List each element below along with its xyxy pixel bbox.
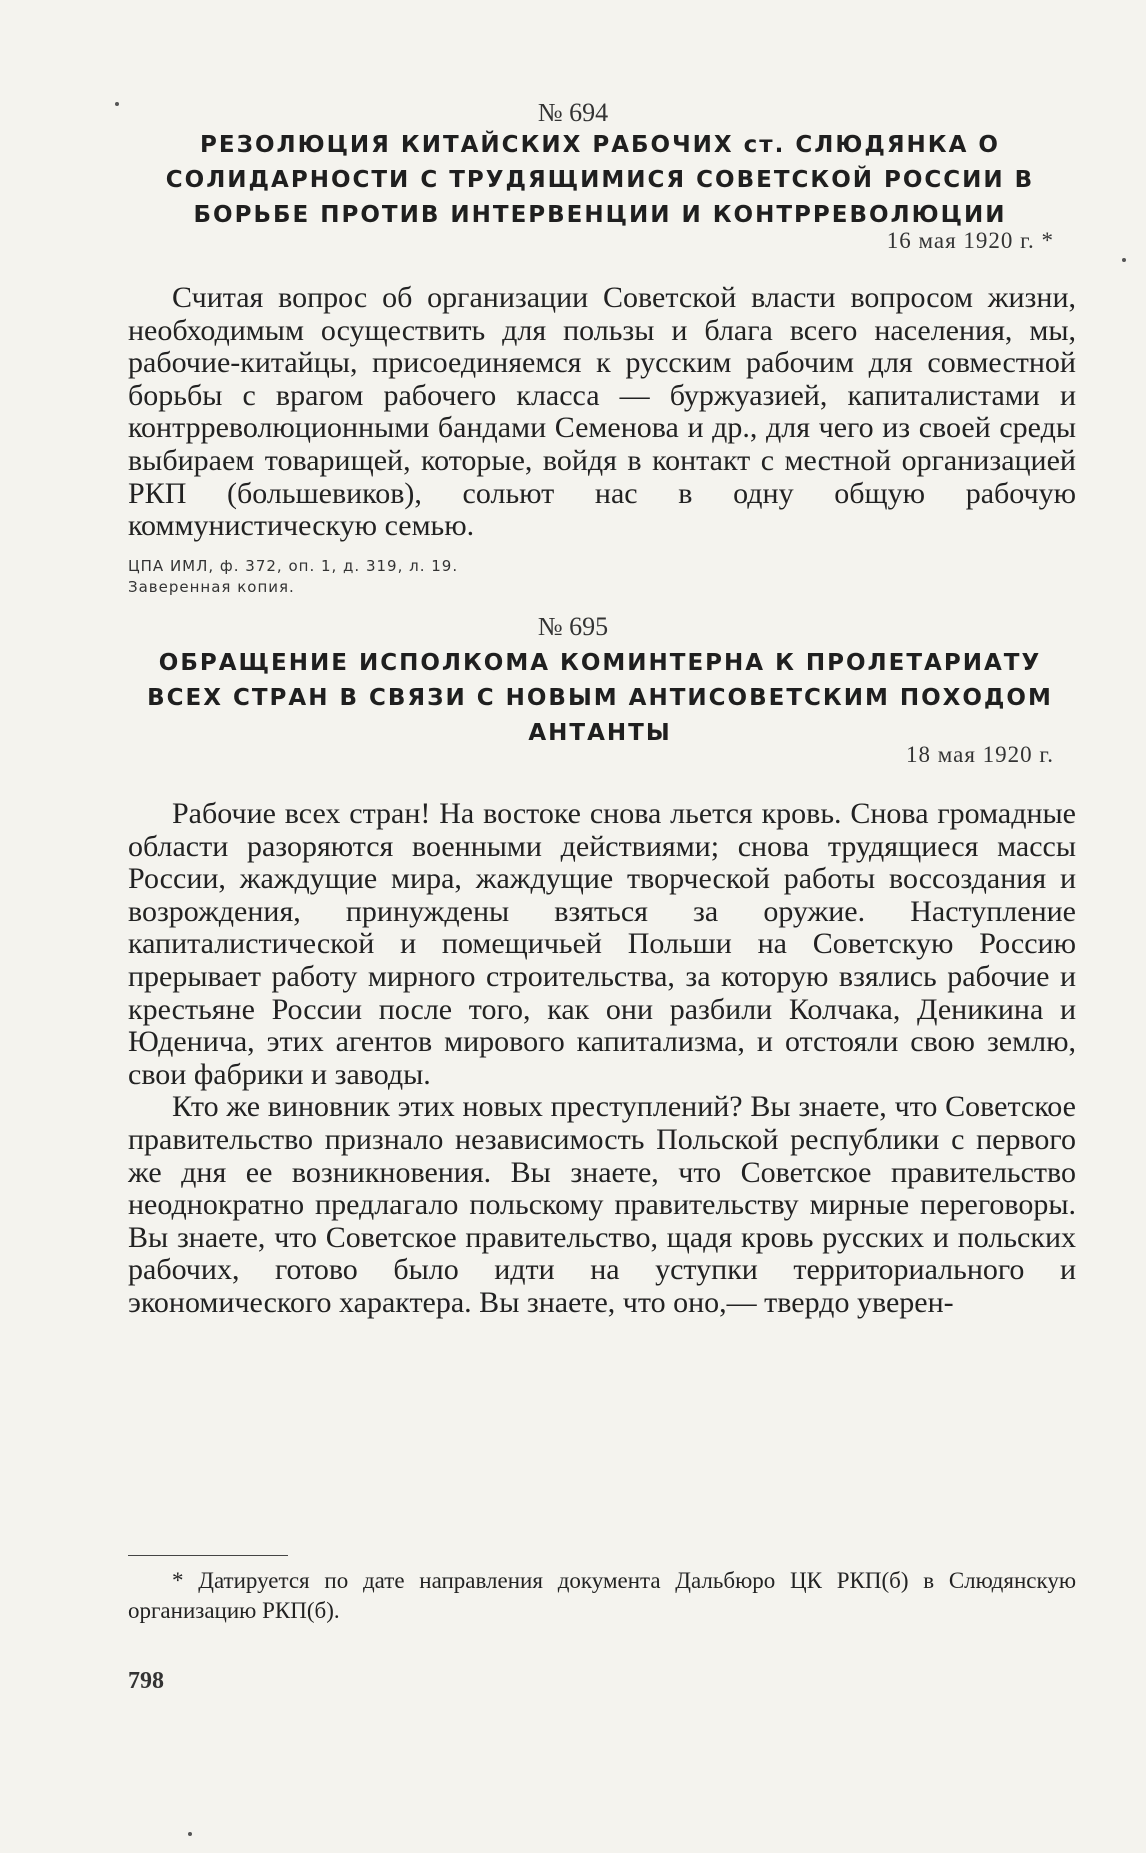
scan-speck bbox=[188, 1832, 192, 1836]
body-paragraph: Рабочие всех стран! На востоке снова льется кровь. Снова громадные области разоряются военными действиями; снова трудящиеся массы России, жаждущие мира, жаждущие творческой работы воссоздания и возрождения, принуждены взяться за оружие. Наступление капиталистической и помещичьей Польши на Советскую Россию прерывает работу мирного строительства, за которую взялись рабочие и крестьяне России после того, как они разбили Колчака, Деникина и Юденича, этих агентов мирового капитализма, и отстояли свою землю, свои фабрики и заводы. bbox=[128, 797, 1076, 1091]
footnote-divider bbox=[128, 1555, 288, 1556]
document-number: № 695 bbox=[537, 612, 609, 641]
archive-source: ЦПА ИМЛ, ф. 372, оп. 1, д. 319, л. 19. Заверенная копия. bbox=[128, 557, 459, 596]
document-body bbox=[128, 282, 1076, 543]
footnote: * Датируется по дате направления документа Дальбюро ЦК РКП(б) в Слюдянскую организацию РКП(б). bbox=[128, 1568, 1076, 1623]
document-date: 18 мая 1920 г. bbox=[905, 742, 1054, 767]
scan-speck bbox=[1122, 258, 1126, 262]
document-title: РЕЗОЛЮЦИЯ КИТАЙСКИХ РАБОЧИХ ст. СЛЮДЯНКА О СОЛИДАРНОСТИ С ТРУДЯЩИМИСЯ СОВЕТСКОЙ РОССИИ В БОРЬБЕ ПРОТИВ ИНТЕРВЕНЦИИ И КОНТРРЕВОЛЮЦИИ bbox=[165, 132, 1035, 228]
body-paragraph: Кто же виновник этих новых преступлений? Вы знаете, что Советское правительство признало независимость Польской республики с первого же дня ее возникновения. Вы знаете, что Советское правительство неоднократно предлагало польскому правительству мирные переговоры. Вы знаете, что Советское правительство, щадя кровь русских и польских рабочих, готово было идти на уступки территориального и экономического характера. Вы знаете, что оно,— твердо уверен- bbox=[128, 1090, 1076, 1319]
document-body bbox=[128, 798, 1076, 1320]
document-date: 16 мая 1920 г. * bbox=[886, 228, 1054, 253]
body-paragraph: Считая вопрос об организации Советской власти вопросом жизни, необходимым осуществить для пользы и блага всего населения, мы, рабочие-китайцы, присоединяемся к русским рабочим для совместной борьбы с врагом рабочего класса — буржуазией, капиталистами и контрреволюционными бандами Семенова и др., для чего из своей среды выбираем товарищей, которые, войдя в контакт с местной организацией РКП (большевиков), сольют нас в одну общую рабочую коммунистическую семью. bbox=[128, 281, 1076, 543]
scan-speck bbox=[115, 102, 119, 106]
document-title: ОБРАЩЕНИЕ ИСПОЛКОМА КОМИНТЕРНА К ПРОЛЕТАРИАТУ ВСЕХ СТРАН В СВЯЗИ С НОВЫМ АНТИСОВЕТСКИМ ПОХОДОМ АНТАНТЫ bbox=[147, 650, 1053, 746]
document-number: № 694 bbox=[537, 98, 609, 127]
page-number: 798 bbox=[128, 1668, 164, 1694]
